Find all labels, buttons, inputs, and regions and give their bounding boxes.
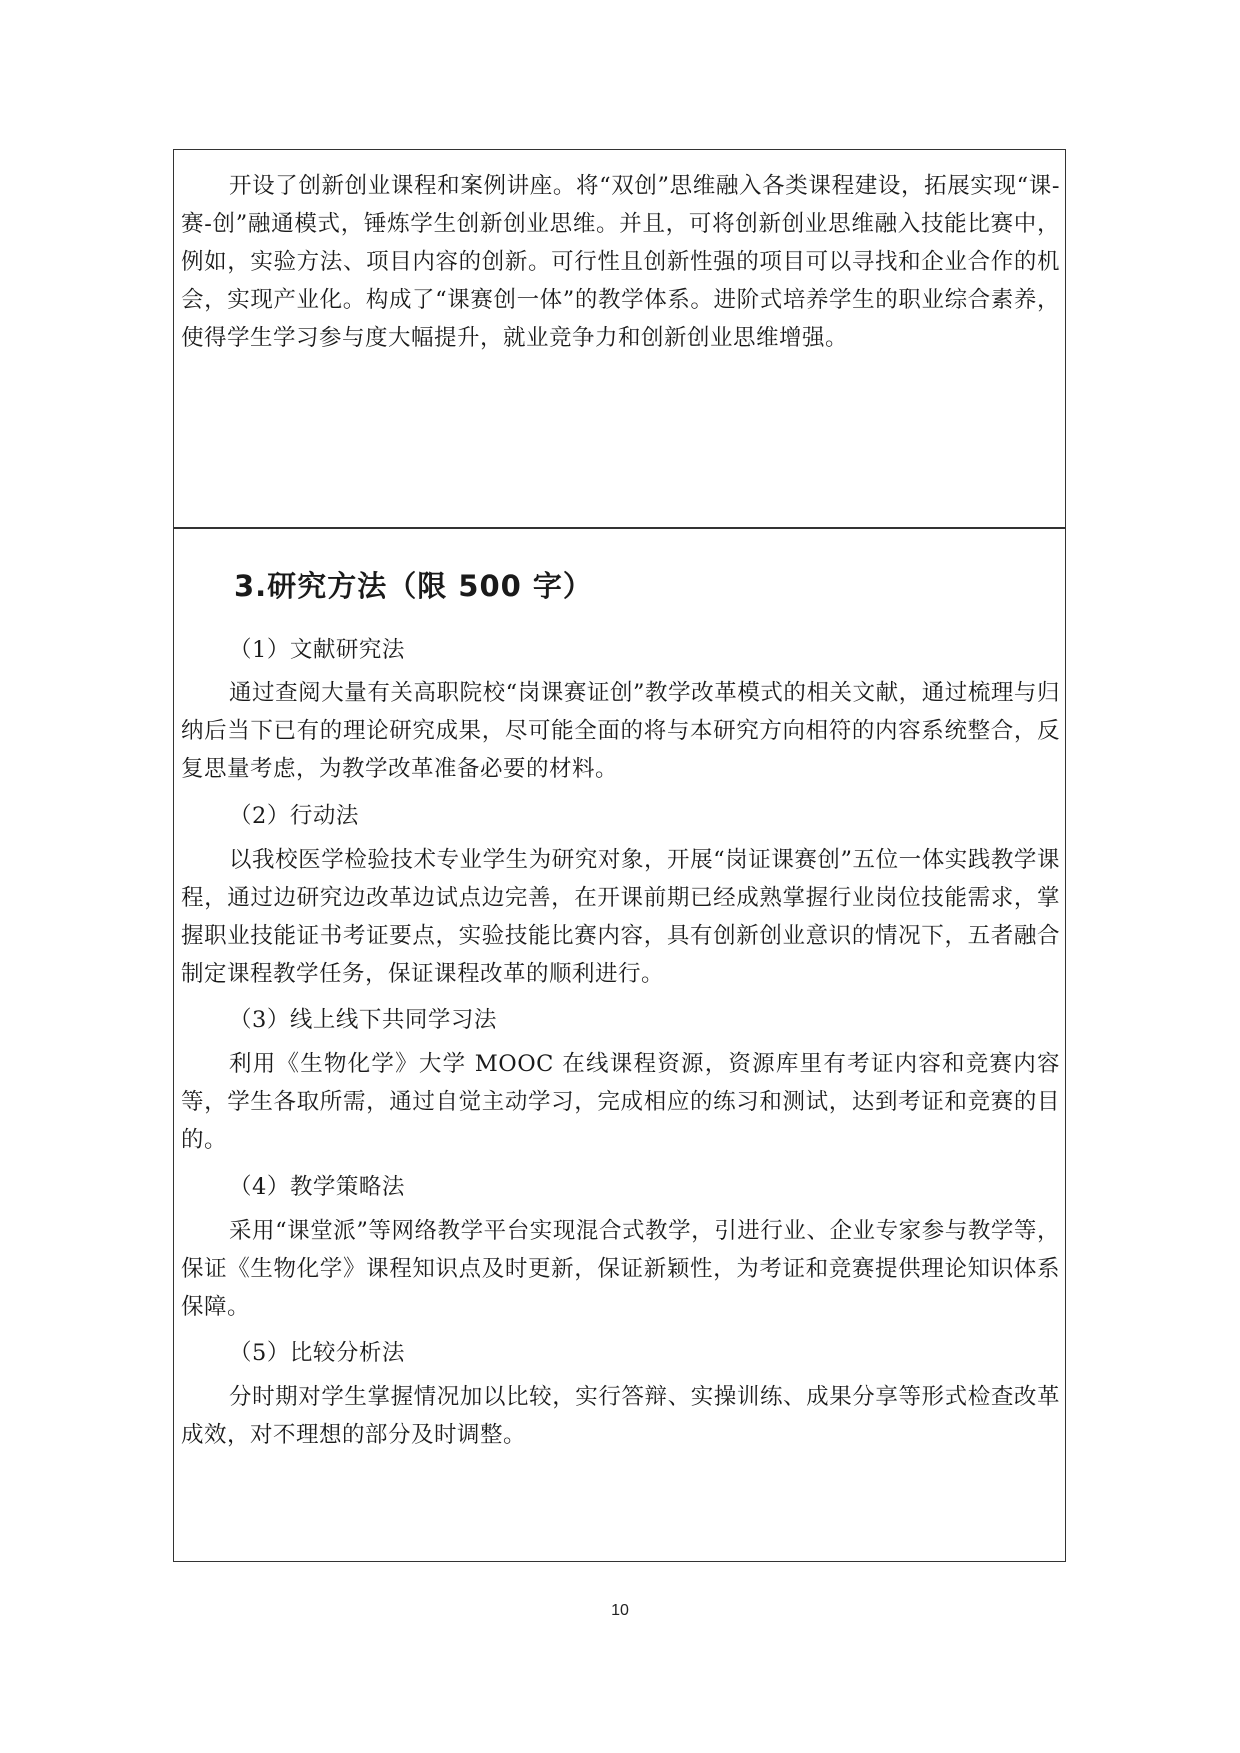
table-cell-previous-content [173,149,1066,529]
method-title-comparison: （5）比较分析法 [229,1340,405,1366]
method-title-blended: （3）线上线下共同学习法 [229,1007,497,1033]
section-heading: 3.研究方法（限 500 字） [234,569,593,603]
method-body-literature: 通过查阅大量有关高职院校“岗课赛证创”教学改革模式的相关文献，通过梳理与归纳后当下已有的理论研究成果，尽可能全面的将与本研究方向相符的内容系统整合，反复思量考虑，为教学改革准备必要的材料。 [181,680,1060,782]
method-title-action: （2）行动法 [229,803,359,829]
method-body-comparison: 分时期对学生掌握情况加以比较，实行答辩、实操训练、成果分享等形式检查改革成效，对不理想的部分及时调整。 [181,1384,1060,1448]
innovation-paragraph: 开设了创新创业课程和案例讲座。将“双创”思维融入各类课程建设，拓展实现“课-赛-创”融通模式，锤炼学生创新创业思维。并且，可将创新创业思维融入技能比赛中，例如，实验方法、项目内容的创新。可行性且创新性强的项目可以寻找和企业合作的机会，实现产业化。构成了“课赛创一体”的教学体系。进阶式培养学生的职业综合素养，使得学生学习参与度大幅提升，就业竞争力和创新创业思维增强。 [181,173,1060,351]
method-title-literature: （1）文献研究法 [229,637,405,663]
table-cell-research-methods [173,527,1066,1562]
method-body-blended: 利用《生物化学》大学 MOOC 在线课程资源，资源库里有考证内容和竞赛内容等，学生各取所需，通过自觉主动学习，完成相应的练习和测试，达到考证和竞赛的目的。 [181,1051,1060,1153]
page-number: 10 [611,1602,629,1619]
method-title-strategy: （4）教学策略法 [229,1174,405,1200]
method-body-action: 以我校医学检验技术专业学生为研究对象，开展“岗证课赛创”五位一体实践教学课程，通过边研究边改革边试点边完善，在开课前期已经成熟掌握行业岗位技能需求，掌握职业技能证书考证要点，实验技能比赛内容，具有创新创业意识的情况下，五者融合制定课程教学任务，保证课程改革的顺利进行。 [181,847,1060,987]
method-body-strategy: 采用“课堂派”等网络教学平台实现混合式教学，引进行业、企业专家参与教学等，保证《生物化学》课程知识点及时更新，保证新颖性，为考证和竞赛提供理论知识体系保障。 [181,1218,1060,1320]
